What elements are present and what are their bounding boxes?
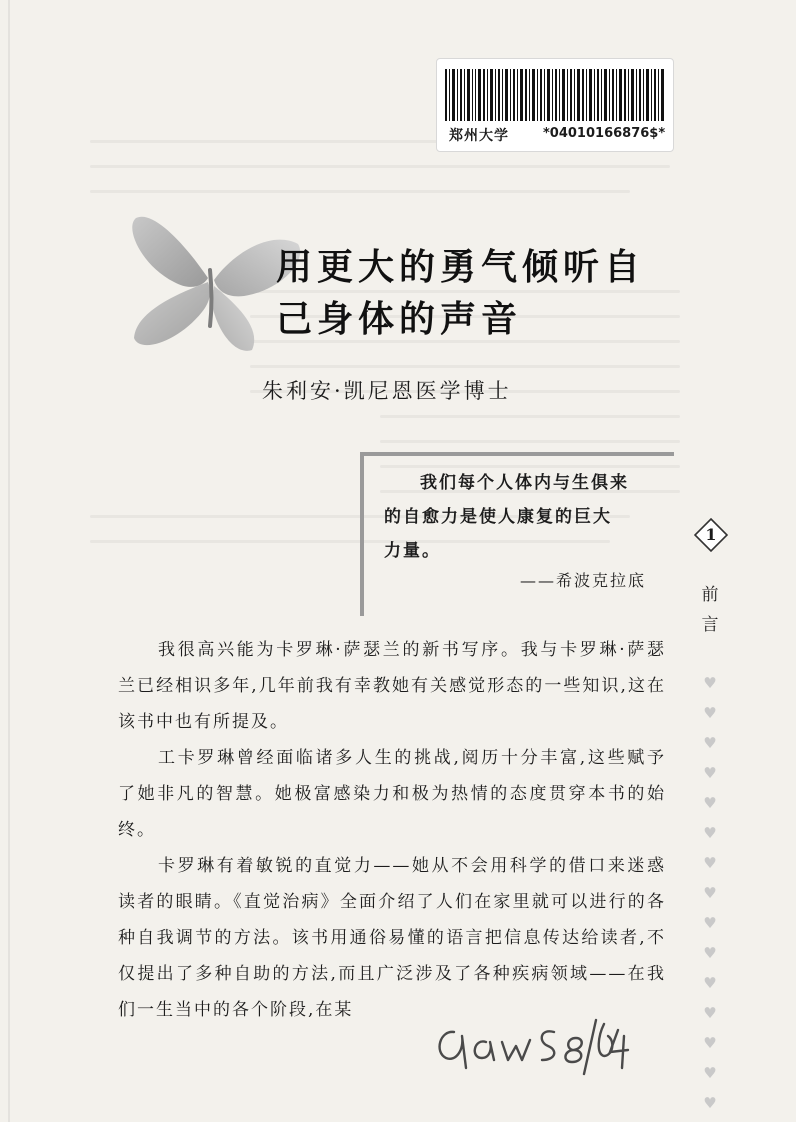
epigraph-line-3: 力量。 — [384, 541, 441, 561]
handwritten-call-number — [428, 1002, 638, 1080]
epigraph-line-2: 的自愈力是使人康复的巨大 — [384, 507, 612, 527]
page-number: 1 — [705, 525, 717, 544]
page-number-badge — [694, 518, 728, 552]
heart-decoration-column — [700, 668, 720, 1118]
heart-icon: ♥ — [703, 1034, 717, 1052]
section-label — [700, 580, 720, 640]
title-line-1: 用更大的勇气倾听自 — [276, 247, 646, 288]
heart-icon: ♥ — [703, 1004, 717, 1022]
title-line-2: 己身体的声音 — [276, 299, 523, 340]
section-char: 前 — [701, 585, 719, 605]
epigraph-attribution: ——希波克拉底 — [520, 571, 647, 590]
heart-icon: ♥ — [703, 674, 717, 692]
epigraph — [384, 466, 664, 568]
heart-icon: ♥ — [703, 884, 717, 902]
barcode-icon — [445, 69, 665, 121]
heart-icon: ♥ — [703, 794, 717, 812]
heart-icon: ♥ — [703, 974, 717, 992]
barcode-number: *04010166876$* — [543, 126, 666, 141]
paragraph: 我很高兴能为卡罗琳·萨瑟兰的新书写序。我与卡罗琳·萨瑟兰已经相识多年,几年前我有幸教她有关感觉形态的一些知识,这在该书中也有所提及。 — [118, 640, 666, 732]
heart-icon: ♥ — [703, 734, 717, 752]
heart-icon: ♥ — [703, 824, 717, 842]
heart-icon: ♥ — [703, 1064, 717, 1082]
chapter-title — [276, 242, 696, 346]
barcode-library-name: 郑州大学 — [449, 128, 509, 144]
epigraph-line-1: 我们每个人体内与生俱来 — [420, 473, 629, 493]
library-barcode-label — [436, 58, 674, 152]
preface-body — [118, 632, 666, 1028]
heart-icon: ♥ — [703, 1094, 717, 1112]
heart-icon: ♥ — [703, 704, 717, 722]
paragraph: 工卡罗琳曾经面临诸多人生的挑战,阅历十分丰富,这些赋予了她非凡的智慧。她极富感染力和极为热情的态度贯穿本书的始终。 — [118, 748, 666, 840]
heart-icon: ♥ — [703, 944, 717, 962]
scan-edge-shadow — [8, 0, 10, 1122]
author-name: 朱利安·凯尼恩医学博士 — [262, 379, 512, 403]
paragraph: 卡罗琳有着敏锐的直觉力——她从不会用科学的借口来迷惑读者的眼睛。《直觉治病》全面介绍了人们在家里就可以进行的各种自我调节的方法。该书用通俗易懂的语言把信息传达给读者,不仅提出了多种自助的方法,而且广泛涉及了各种疾病领域——在我们一生当中的各个阶段,在某 — [118, 856, 666, 1020]
section-char: 言 — [701, 615, 719, 635]
heart-icon: ♥ — [703, 914, 717, 932]
heart-icon: ♥ — [703, 764, 717, 782]
heart-icon: ♥ — [703, 854, 717, 872]
